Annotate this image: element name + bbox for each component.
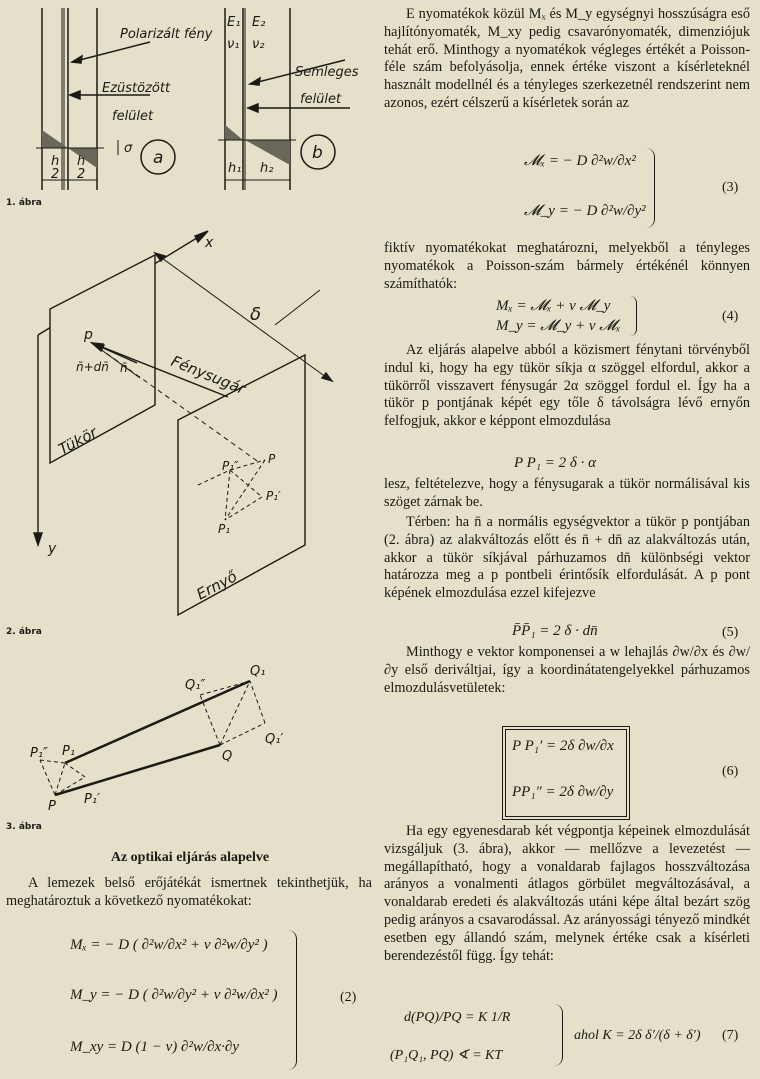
eq3-number: (3) (722, 180, 739, 195)
eq4-number: (4) (722, 309, 739, 324)
figure-1 (0, 0, 380, 215)
right-column (384, 0, 756, 1079)
fig3-P1pp: P₁″ (30, 746, 48, 761)
fig1-silvered-label-1: Ezüstözött (102, 81, 171, 96)
eq2-line1: Mₓ = − D ( ∂²w/∂x² + ν ∂²w/∂y² ) (70, 937, 268, 953)
fig2-n-dn: n̄+dn̄ (76, 360, 109, 374)
para2: fiktív nyomatékokat meghatározni, melyekből a tényleges nyomatékok a Poisson-szám bármely értékénél könnyen számíthatók: (384, 240, 750, 292)
eq2-number: (2) (340, 990, 357, 1005)
fig2-screen: Ernyő (193, 567, 241, 604)
eq7-line2: (P₁Q₁, PQ) ∢ = KT (390, 1048, 503, 1063)
fig1-h1: h₁ (228, 161, 242, 176)
fig3-P: P (48, 799, 56, 814)
fig1-two-right: 2 (77, 167, 86, 182)
fig2-axis-y: y (48, 541, 57, 557)
eq3-line1: 𝓜ₓ = − D ∂²w/∂x² (524, 153, 636, 169)
fig1-nu1: ν₁ (227, 37, 240, 52)
eq6-line2: PP₁″ = 2δ ∂w/∂y (512, 784, 614, 800)
fig3-P1p: P₁′ (84, 792, 101, 807)
fig2-P1: P₁ (218, 522, 231, 536)
fig1-label-b: b (312, 143, 323, 163)
eq4-brace (630, 296, 637, 336)
figure-3 (0, 645, 380, 835)
eq-pp1: P P₁ = 2 δ · α (514, 455, 596, 471)
figure-2-caption: 2. ábra (6, 627, 42, 637)
fig2-P1p: P₁′ (266, 489, 281, 503)
para7: Ha egy egyenesdarab két végpontja képeinek elmozdulását vizsgáljuk (3. ábra), akkor — mellőzve a levezetést — megállapítható, hogy a vonaldarab fajlagos hosszváltozása arányos a vonalmenti átlagos görbület megváltozásával, a vonaldarab eredeti és alakváltozás utáni képe által bezárt szög pedig arányos a csavarodással. Az arányossági tényező mindkét esetben egy állandó szám, melynek értéke csak a kísérleti berendezéstől függ. Így tehát: (384, 823, 750, 964)
fig1-h-left: h (51, 154, 60, 169)
fig3-Q1: Q₁ (250, 664, 266, 679)
fig1-polarized-label: Polarizált fény (120, 27, 213, 42)
fig1-two-left: 2 (51, 167, 60, 182)
para5-box (384, 514, 750, 603)
para1: E nyomatékok közül Mₓ és M_y egységnyi hosszúságra eső hajlítónyomaték, M_xy pedig csavarónyomaték, dimenziójuk tehát erő. Minthogy a nyomatékok végleges értékét a Poisson-féle szám befolyásolja, ennek értéke viszont a kísérleteknél használt modellnél és a tényleges szerkezetnél rendszerint nem azonos, ezért célszerű a kísérletek során az (384, 6, 750, 111)
para7-box (384, 823, 750, 965)
fig1-neutral-label-2: felület (300, 92, 342, 107)
eq2-brace (288, 930, 297, 1070)
fig2-n: n̄ (120, 361, 128, 375)
eq6-line1: P P₁′ = 2δ ∂w/∂x (512, 738, 614, 754)
para1-box (384, 6, 750, 113)
fig3-Q: Q (222, 749, 233, 764)
para5: Térben: ha n̄ a normális egységvektor a tükör p pontjában (2. ábra) az alakváltozás előtt és n̄ + dn̄ az alakváltozás után, akkor a tükör síkjával párhuzamos dn̄ különbségi vektor határozza meg a p pontbeli érintősík elfordulását. A p pont képének elmozdulása ezzel kifejezve (384, 514, 750, 602)
para4: lesz, feltételezve, hogy a fénysugarak a tükör normálisával kis szöget zárnak be. (384, 476, 750, 510)
eq3-line2: 𝓜_y = − D ∂²w/∂y² (524, 203, 646, 219)
eq2-line2: M_y = − D ( ∂²w/∂y² + ν ∂²w/∂x² ) (70, 987, 278, 1003)
eq2-line3: M_xy = D (1 − ν) ∂²w/∂x·∂y (70, 1039, 240, 1055)
intro-paragraph-box (6, 875, 372, 911)
para3-box (384, 342, 750, 431)
para4-box (384, 476, 750, 512)
figure-2 (0, 215, 380, 645)
fig2-p: p (84, 327, 93, 343)
fig1-h-right: h (77, 154, 86, 169)
fig3-P1: P₁ (62, 744, 76, 759)
eq7-brace (554, 1004, 563, 1066)
fig3-Q1pp: Q₁″ (185, 678, 206, 693)
para6-box (384, 644, 750, 697)
fig1-E1: E₁ (227, 15, 241, 30)
fig1-label-a: a (153, 148, 164, 168)
figure-1-drawing (0, 0, 380, 215)
eq5: P̄P̄₁ = 2 δ · dn̄ (512, 623, 598, 639)
eq7-number: (7) (722, 1028, 739, 1043)
fig2-P: P (268, 452, 276, 466)
figure-1-caption: 1. ábra (6, 198, 42, 208)
figure-3-caption: 3. ábra (6, 822, 42, 832)
eq7-where: ahol K = 2δ δ′/(δ + δ′) (574, 1028, 701, 1043)
eq3-brace (646, 148, 655, 228)
fig2-axis-x: x (205, 235, 214, 251)
fig1-h2: h₂ (260, 161, 274, 176)
fig2-delta: δ (250, 304, 262, 325)
fig2-P1pp: P₁″ (222, 459, 239, 473)
para6: Minthogy e vektor komponensei a w lehajlás ∂w/∂x és ∂w/∂y első deriváltjai, így a koordinátatengelyekkel párhuzamos elmozdulásvetületek: (384, 644, 750, 696)
section-title: Az optikai eljárás alapelve (110, 850, 270, 865)
figure-2-drawing (0, 215, 380, 645)
eq4-line1: Mₓ = 𝓜ₓ + ν 𝓜_y (496, 298, 611, 314)
fig1-nu2: ν₂ (252, 37, 265, 52)
eq6-number: (6) (722, 764, 739, 779)
para3: Az eljárás alapelve abból a közismert fénytani törvényből indul ki, hogy ha egy tükör síkja α szöggel elfordul, akkor a tükörről visszavert fénysugár 2α szöggel fordul el. Így ha a tükör p pontjának képét egy tőle δ távolságra lévő ernyőn felfogjuk, akkor e képpont elmozdulása (384, 342, 750, 430)
fig1-silvered-label-2: felület (112, 109, 154, 124)
fig2-mirror: Tükör (55, 423, 101, 459)
figure-3-drawing (0, 645, 380, 835)
eq7-line1: d(PQ)/PQ = K 1/R (404, 1010, 511, 1025)
fig1-sigma: σ (124, 141, 133, 156)
eq5-number: (5) (722, 625, 739, 640)
para2-box (384, 240, 750, 293)
fig1-E2: E₂ (252, 15, 266, 30)
fig2-light-ray: Fénysugár (168, 352, 248, 399)
intro-paragraph: A lemezek belső erőjátékát ismertnek tekinthetjük, ha meghatároztuk a következő nyomatékokat: (6, 875, 372, 909)
eq4-line2: M_y = 𝓜_y + ν 𝓜ₓ (496, 318, 621, 334)
fig3-Q1p: Q₁′ (265, 732, 284, 747)
fig1-neutral-label-1: Semleges (295, 65, 359, 80)
